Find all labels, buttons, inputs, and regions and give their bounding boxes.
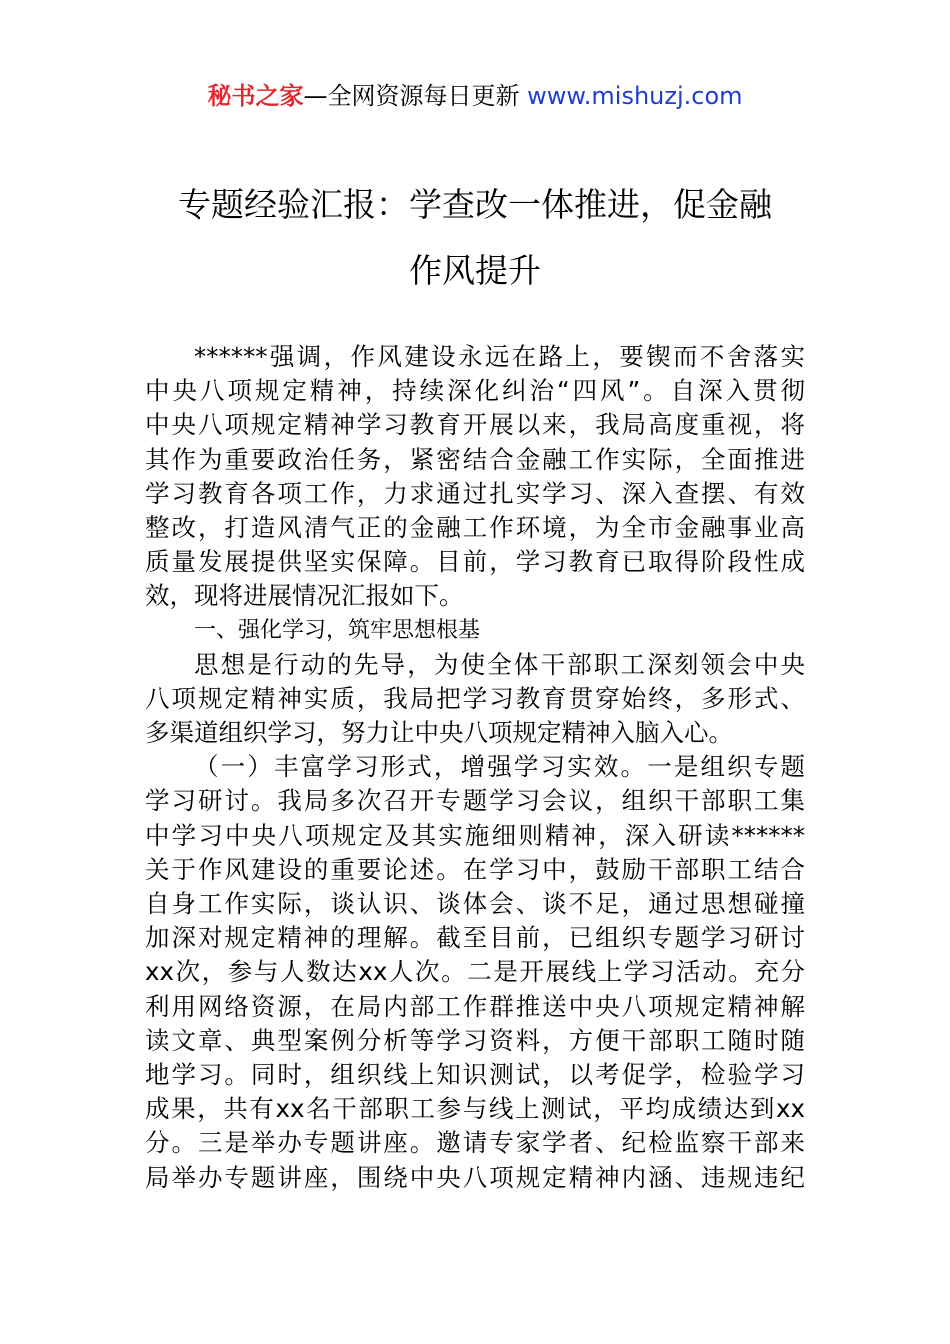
brand-name: 秘书之家 — [207, 82, 304, 110]
header-tagline: —全网资源每日更新 — [303, 82, 528, 110]
document-body — [145, 340, 805, 1195]
body-line: 学习教育各项工作，力求通过扎实学习、深入查摆、有效 — [145, 478, 805, 508]
body-line: 中央八项规定精神，持续深化纠治“四风”。自深入贯彻 — [145, 376, 805, 406]
body-line: 八项规定精神实质，我局把学习教育贯穿始终，多形式、 — [145, 683, 805, 713]
body-line: xx次，参与人数达xx人次。二是开展线上学习活动。充分 — [145, 957, 805, 987]
body-line: ******强调，作风建设永远在路上，要锲而不舍落实 — [194, 342, 805, 371]
body-line: 中学习中央八项规定及其实施细则精神，深入研读****** — [145, 820, 805, 850]
title-line-1: 专题经验汇报：学查改一体推进，促金融 — [178, 185, 772, 224]
body-line: 分。三是举办专题讲座。邀请专家学者、纪检监察干部来 — [145, 1128, 805, 1158]
body-line: （一）丰富学习形式，增强学习实效。一是组织专题 — [194, 752, 805, 782]
body-line: 加深对规定精神的理解。截至目前，已组织专题学习研讨 — [145, 923, 805, 953]
title-line-2: 作风提升 — [409, 251, 541, 290]
site-header — [0, 80, 950, 112]
body-line: 质量发展提供坚实保障。目前，学习教育已取得阶段性成 — [145, 547, 805, 577]
body-line: 地学习。同时，组织线上知识测试，以考促学，检验学习 — [145, 1059, 805, 1089]
body-line: 效，现将进展情况汇报如下。 — [145, 581, 464, 611]
section-heading: 一、强化学习，筑牢思想根基 — [194, 617, 481, 643]
body-line: 思想是行动的先导，为使全体干部职工深刻领会中央 — [194, 649, 805, 679]
body-line: 局举办专题讲座，围绕中央八项规定精神内涵、违规违纪 — [145, 1162, 805, 1192]
document-title — [120, 172, 830, 304]
body-line: 成果，共有xx名干部职工参与线上测试，平均成绩达到xx — [145, 1094, 805, 1124]
body-line: 整改，打造风清气正的金融工作环境，为全市金融事业高 — [145, 512, 805, 542]
body-line: 中央八项规定精神学习教育开展以来，我局高度重视，将 — [145, 410, 805, 440]
body-line: 关于作风建设的重要论述。在学习中，鼓励干部职工结合 — [145, 854, 805, 884]
site-url-link[interactable]: www.mishuzj.com — [527, 82, 743, 110]
body-line: 读文章、典型案例分析等学习资料，方便干部职工随时随 — [145, 1025, 805, 1055]
body-line: 多渠道组织学习，努力让中央八项规定精神入脑入心。 — [145, 718, 733, 748]
body-line: 利用网络资源，在局内部工作群推送中央八项规定精神解 — [145, 991, 805, 1021]
body-line: 学习研讨。我局多次召开专题学习会议，组织干部职工集 — [145, 786, 805, 816]
body-line: 自身工作实际，谈认识、谈体会、谈不足，通过思想碰撞 — [145, 889, 805, 918]
body-line: 其作为重要政治任务，紧密结合金融工作实际，全面推进 — [145, 444, 805, 474]
